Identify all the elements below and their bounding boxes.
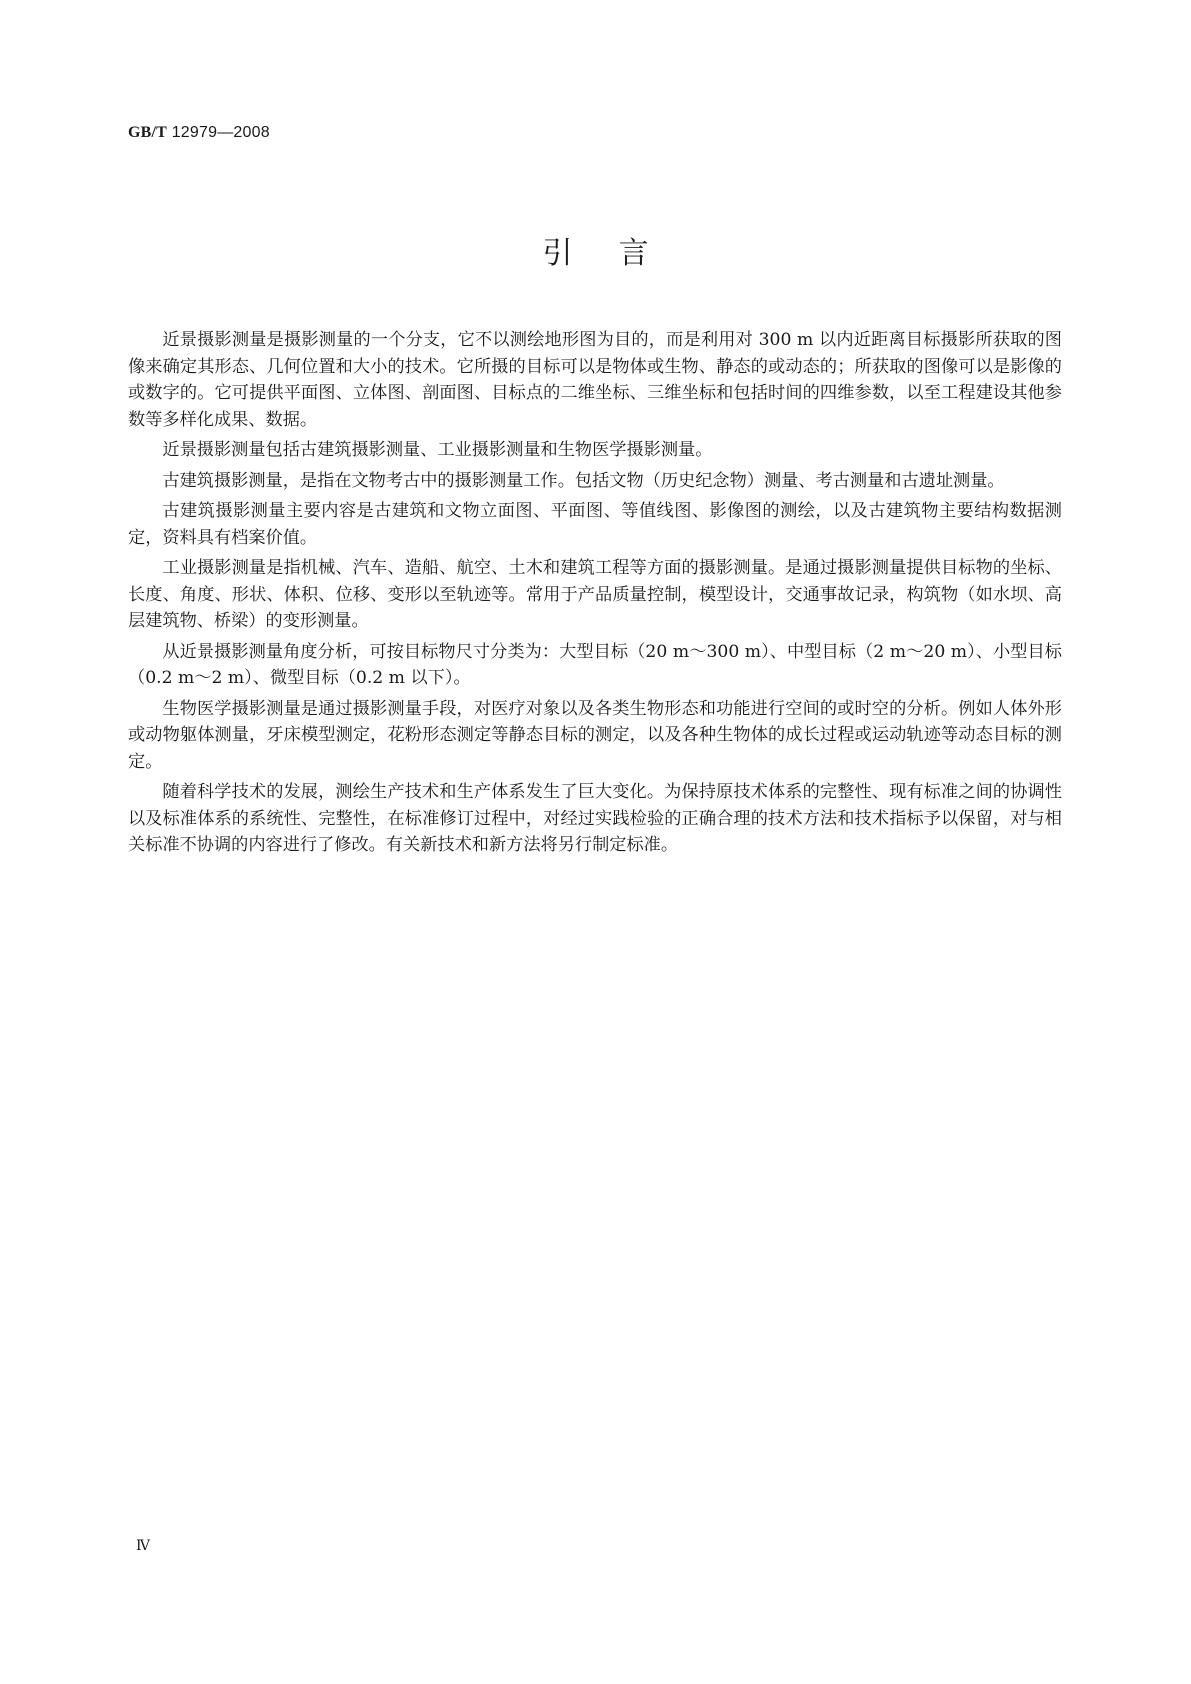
paragraph-2: 近景摄影测量包括古建筑摄影测量、工业摄影测量和生物医学摄影测量。 — [162, 440, 713, 460]
paragraph-7: 生物医学摄影测量是通过摄影测量手段，对医疗对象以及各类生物形态和功能进行空间的或时空的分析。例如人体外形或动物躯体测量，牙床模型测定，花粉形态测定等静态目标的测定，以及各种生物体的成长过程或运动轨迹等动态目标的测定。 — [128, 698, 1062, 772]
introduction-body — [128, 327, 1062, 863]
paragraph-6: 从近景摄影测量角度分析，可按目标物尺寸分类为：大型目标（20 m～300 m）、中型目标（2 m～20 m）、小型目标（0.2 m～2 m）、微型目标（0.2 m 以下）。 — [128, 641, 1062, 688]
paragraph-3: 古建筑摄影测量，是指在文物考古中的摄影测量工作。包括文物（历史纪念物）测量、考古测量和古遗址测量。 — [162, 470, 1005, 491]
standard-number — [128, 124, 270, 142]
page-title: 引言 — [542, 236, 695, 271]
standard-code: 12979—2008 — [171, 124, 270, 141]
page-number: Ⅳ — [136, 1539, 150, 1554]
paragraph-8: 随着科学技术的发展，测绘生产技术和生产体系发生了巨大变化。为保持原技术体系的完整性、现有标准之间的协调性以及标准体系的系统性、完整性，在标准修订过程中，对经过实践检验的正确合理的技术方法和技术指标予以保留，对与相关标准不协调的内容进行了修改。有关新技术和新方法将另行制定标准。 — [128, 782, 1062, 855]
standard-prefix: GB/T — [128, 124, 168, 141]
paragraph-5: 工业摄影测量是指机械、汽车、造船、航空、土木和建筑工程等方面的摄影测量。是通过摄影测量提供目标物的坐标、长度、角度、形状、体积、位移、变形以至轨迹等。常用于产品质量控制，模型设计，交通事故记录，构筑物（如水坝、高层建筑物、桥梁）的变形测量。 — [128, 558, 1062, 631]
paragraph-4: 古建筑摄影测量主要内容是古建筑和文物立面图、平面图、等值线图、影像图的测绘，以及古建筑物主要结构数据测定，资料具有档案价值。 — [128, 501, 1062, 548]
paragraph-1: 近景摄影测量是摄影测量的一个分支，它不以测绘地形图为目的，而是利用对 300 m 以内近距离目标摄影所获取的图像来确定其形态、几何位置和大小的技术。它所摄的目标可以是物体或生物、静态的或动态的；所获取的图像可以是影像的或数字的。它可提供平面图、立体图、剖面图、目标点的二维坐标、三维坐标和包括时间的四维参数，以至工程建设其他参数等多样化成果、数据。 — [128, 330, 1062, 430]
